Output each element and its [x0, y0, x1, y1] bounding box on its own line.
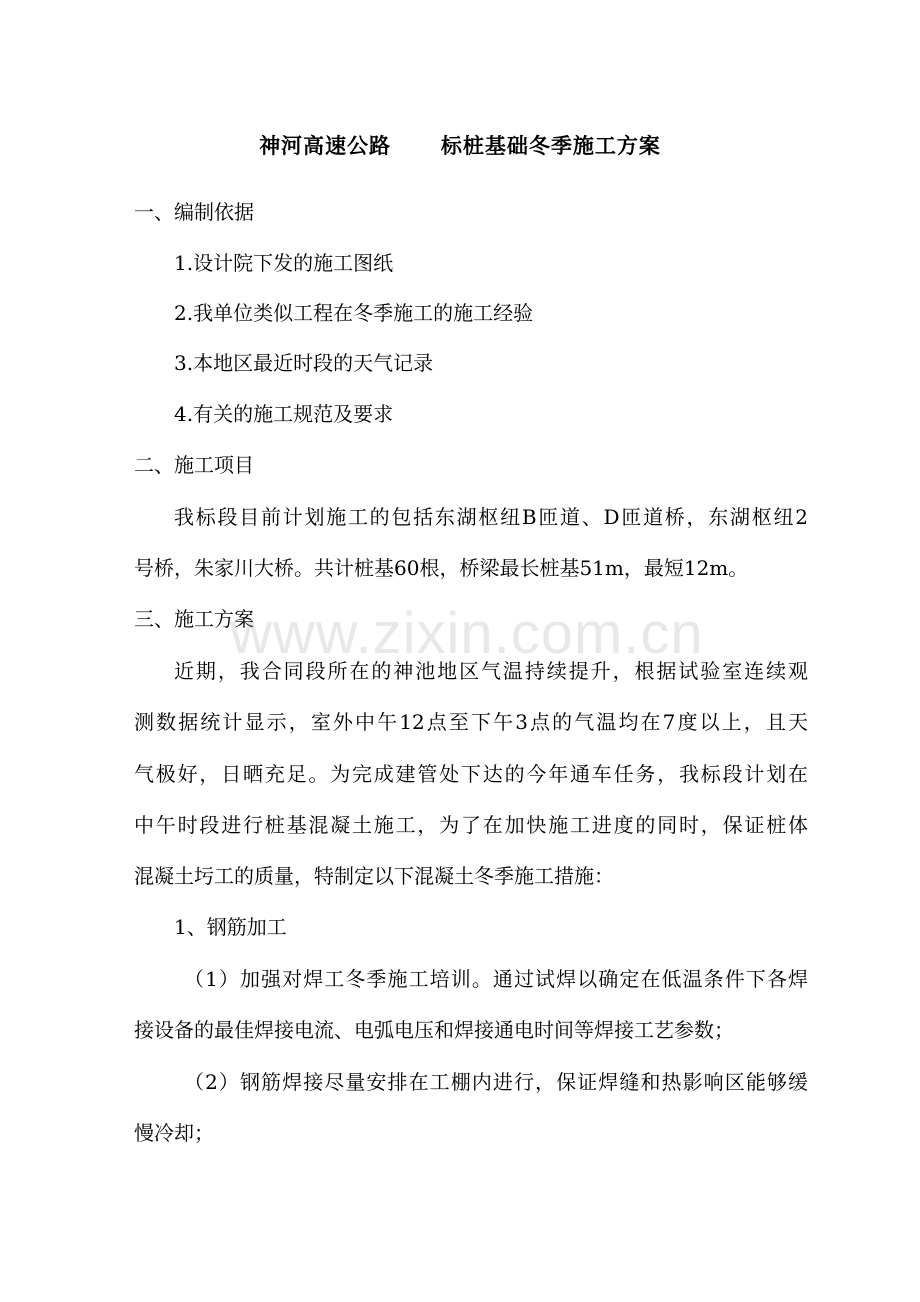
heading-1: 一、编制依据: [134, 200, 254, 224]
subheading-rebar: 1、钢筋加工: [174, 915, 287, 939]
document-title: 神河高速公路 标桩基础冬季施工方案: [259, 133, 661, 158]
project-text-line-1: 我标段目前计划施工的包括东湖枢纽B匝道、D匝道桥，东湖枢纽2: [174, 505, 808, 529]
heading-3: 三、施工方案: [134, 607, 254, 631]
plan-text-line-1: 近期，我合同段所在的神池地区气温持续提升，根据试验室连续观: [174, 659, 808, 683]
plan-text-line-3: 气极好，日晒充足。为完成建管处下达的今年通车任务，我标段计划在: [134, 762, 808, 786]
rebar-item-2-line-2: 慢冷却；: [134, 1121, 214, 1145]
watermark: www.zixin.com.cn: [230, 601, 704, 666]
plan-text-line-5: 混凝土圬工的质量，特制定以下混凝土冬季施工措施：: [134, 864, 614, 888]
rebar-item-2-line-1: （2）钢筋焊接尽量安排在工棚内进行，保证焊缝和热影响区能够缓: [184, 1070, 808, 1094]
plan-text-line-4: 中午时段进行桩基混凝土施工，为了在加快施工进度的同时，保证桩体: [134, 813, 808, 837]
heading-2: 二、施工项目: [134, 453, 254, 477]
basis-item-4: 4.有关的施工规范及要求: [174, 402, 394, 426]
rebar-item-1-line-1: （1）加强对焊工冬季施工培训。通过试焊以确定在低温条件下各焊: [184, 967, 808, 991]
basis-item-2: 2.我单位类似工程在冬季施工的施工经验: [174, 301, 534, 325]
basis-item-3: 3.本地区最近时段的天气记录: [174, 351, 434, 375]
basis-item-1: 1.设计院下发的施工图纸: [174, 251, 394, 275]
plan-text-line-2: 测数据统计显示，室外中午12点至下午3点的气温均在7度以上，且天: [134, 710, 808, 734]
rebar-item-1-line-2: 接设备的最佳焊接电流、电弧电压和焊接通电时间等焊接工艺参数；: [134, 1018, 734, 1042]
project-text-line-2: 号桥，朱家川大桥。共计桩基60根，桥梁最长桩基51m，最短12m。: [134, 556, 749, 580]
